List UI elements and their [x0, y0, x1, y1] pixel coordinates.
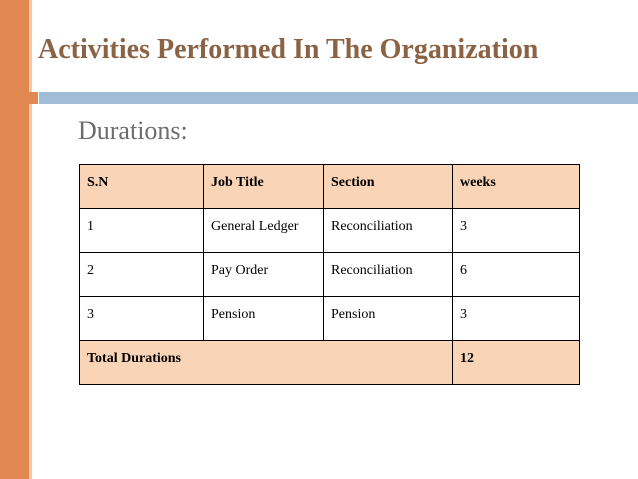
table-row — [80, 209, 580, 253]
cell-job-title: Pension — [204, 297, 324, 341]
table-row — [80, 253, 580, 297]
slide-subtitle: Durations: — [78, 116, 188, 145]
header-section: Section — [324, 165, 453, 209]
cell-sn: 2 — [80, 253, 204, 297]
total-label: Total Durations — [80, 341, 453, 385]
cell-weeks: 6 — [453, 253, 580, 297]
title-rule — [39, 92, 638, 104]
cell-section: Pension — [324, 297, 453, 341]
title-rule-accent — [29, 92, 38, 104]
left-accent-band-edge — [29, 0, 32, 479]
durations-table — [79, 164, 580, 385]
left-accent-band — [0, 0, 29, 479]
cell-section: Reconciliation — [324, 253, 453, 297]
table-row — [80, 297, 580, 341]
cell-job-title: General Ledger — [204, 209, 324, 253]
header-sn: S.N — [80, 165, 204, 209]
cell-job-title: Pay Order — [204, 253, 324, 297]
cell-weeks: 3 — [453, 209, 580, 253]
cell-weeks: 3 — [453, 297, 580, 341]
table-total-row — [80, 341, 580, 385]
header-weeks: weeks — [453, 165, 580, 209]
total-value: 12 — [453, 341, 580, 385]
cell-sn: 1 — [80, 209, 204, 253]
cell-sn: 3 — [80, 297, 204, 341]
cell-section: Reconciliation — [324, 209, 453, 253]
slide-title: Activities Performed In The Organization — [38, 34, 539, 65]
header-job-title: Job Title — [204, 165, 324, 209]
table-header-row — [80, 165, 580, 209]
